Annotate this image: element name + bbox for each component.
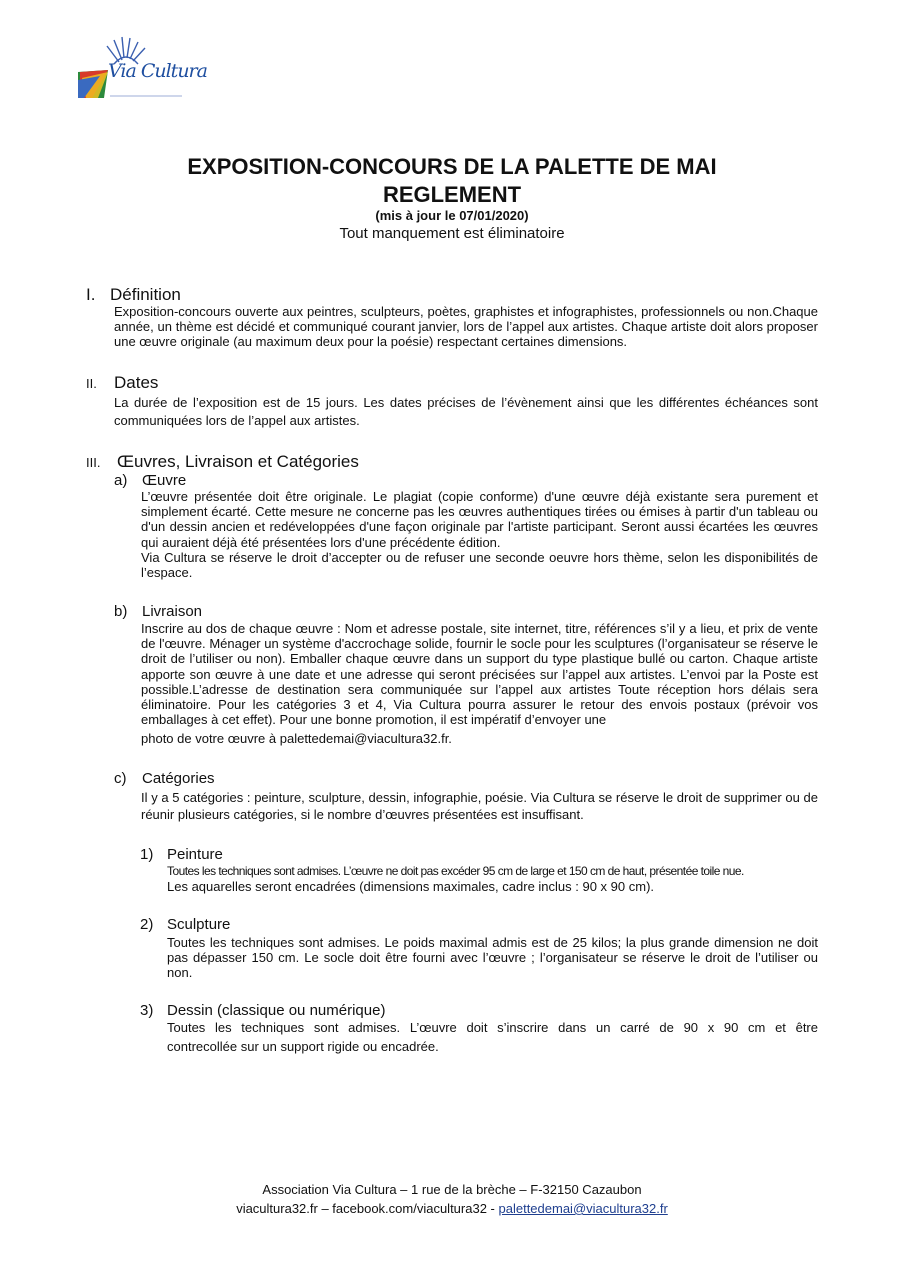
subsection-title: Catégories — [142, 770, 215, 787]
subsection-heading-categories — [114, 770, 215, 787]
dessin-text-last: contrecollée sur un support rigide ou encadrée. — [167, 1039, 439, 1054]
oeuvre-text: L’œuvre présentée doit être originale. Le plagiat (copie conforme) d'une œuvre déjà existante sera purement et simplement écarté. Cette mesure ne concerne pas les œuvres authentiques tirées ou émises à partir d'un tableau ou d'un dessin ancien et redéveloppées d'une façon originale par l'artiste participant. Seront aussi écartées les œuvres qui auraient déjà été présentées lors d'une précédente édition. — [141, 489, 818, 550]
update-date: (mis à jour le 07/01/2020) — [375, 208, 529, 223]
document-subtitle: REGLEMENT — [382, 182, 522, 207]
category-label: 3) — [140, 1002, 154, 1019]
subsection-label: a) — [114, 472, 128, 489]
via-cultura-logo — [78, 36, 207, 102]
category-label: 1) — [140, 846, 154, 863]
category-title: Peinture — [167, 846, 223, 863]
livraison-photo-text: photo de votre œuvre à palettedemai@viacultura32.fr. — [141, 731, 452, 746]
footer — [0, 1180, 904, 1218]
footer-links — [0, 1199, 904, 1218]
subsection-label: c) — [114, 770, 127, 787]
logo-text: Via Cultura — [108, 60, 207, 82]
category-heading-sculpture — [140, 916, 230, 933]
category-label: 2) — [140, 916, 154, 933]
subsection-heading-livraison — [114, 603, 202, 620]
subsection-title: Livraison — [142, 603, 203, 620]
eliminatory-note: Tout manquement est éliminatoire — [339, 225, 565, 242]
footer-address: Association Via Cultura – 1 rue de la brèche – F-32150 Cazaubon — [262, 1182, 642, 1197]
footer-email-link[interactable]: palettedemai@viacultura32.fr — [498, 1201, 668, 1216]
dessin-text: Toutes les techniques sont admises. L’œuvre doit s’inscrire dans un carré de 90 x 90 cm et être — [167, 1020, 818, 1035]
section-title: Dates — [114, 373, 159, 392]
subsection-heading-oeuvre — [114, 472, 186, 489]
categories-text: Il y a 5 catégories : peinture, sculpture, dessin, infographie, poésie. Via Cultura se réserve le droit de supprimer ou de réunir plusieurs catégories, si le nombre d’œuvres présentées est insuffisant. — [141, 790, 818, 822]
section-title: Œuvres, Livraison et Catégories — [117, 452, 359, 471]
section-number: II. — [86, 376, 97, 391]
section-heading-dates — [86, 373, 158, 393]
section-title: Définition — [110, 285, 181, 304]
category-title: Dessin (classique ou numérique) — [167, 1002, 386, 1019]
livraison-text: Inscrire au dos de chaque œuvre : Nom et adresse postale, site internet, titre, références s’il y a lieu, et prix de vente de l'œuvre. Ménager un système d'accrochage solide, fournir le socle pour les sculptures (l’organisateur se réserve le droit de l’utiliser ou non). Emballer chaque œuvre dans un support du type plastique bullé ou carton. Chaque artiste apporte son œuvre à une date et une adresse qui seront précisées sur l’appel aux artistes. L’envoi par la Poste est possible.L’adresse de destination sera communiquée sur l’appel aux artistes Toute réception hors délais sera éliminatoire. Pour les catégories 3 et 4, Via Cultura pourra assurer le retour des envois postaux (prévoir vos emballages à cet effet). Pour une bonne promotion, il est impératif d’envoyer une — [141, 621, 818, 728]
category-heading-peinture — [140, 846, 223, 863]
category-heading-dessin — [140, 1002, 385, 1019]
sculpture-text: Toutes les techniques sont admises. Le poids maximal admis est de 25 kilos; la plus grande dimension ne doit pas dépasser 150 cm. Le socle doit être fourni avec l’œuvre ; l’organisateur se réserve le droit de l’utiliser ou non. — [167, 935, 818, 981]
footer-websites: viacultura32.fr – facebook.com/viacultura32 - — [236, 1201, 499, 1216]
oeuvre-text-second: Via Cultura se réserve le droit d’accepter ou de refuser une seconde oeuvre hors thème, selon les disponibilités de l’espace. — [141, 550, 818, 581]
peinture-aquarelle-text: Les aquarelles seront encadrées (dimensions maximales, cadre inclus : 90 x 90 cm). — [167, 879, 655, 894]
section-number: I. — [86, 285, 96, 304]
category-title: Sculpture — [167, 916, 231, 933]
section-number: III. — [86, 455, 101, 470]
subsection-label: b) — [114, 603, 128, 620]
document-title: EXPOSITION-CONCOURS DE LA PALETTE DE MAI — [187, 154, 717, 179]
section-heading-definition — [86, 285, 181, 305]
subsection-title: Œuvre — [142, 472, 187, 489]
definition-text: Exposition-concours ouverte aux peintres, sculpteurs, poètes, graphistes et infographistes, professionnels ou non.Chaque année, un thème est décidé et communiqué courant janvier, lors de l’appel aux artistes. Chaque artiste doit alors proposer une œuvre originale (au maximum deux pour la poésie) respectant certaines dimensions. — [114, 304, 818, 350]
peinture-text: Toutes les techniques sont admises. L’œuvre ne doit pas excéder 95 cm de large et 150 cm de haut, présentée toile nue. — [167, 864, 744, 878]
dates-text: La durée de l’exposition est de 15 jours. Les dates précises de l’évènement ainsi que les différentes échéances sont communiquées lors de l’appel aux artistes. — [114, 395, 818, 428]
section-heading-oeuvres — [86, 452, 359, 472]
